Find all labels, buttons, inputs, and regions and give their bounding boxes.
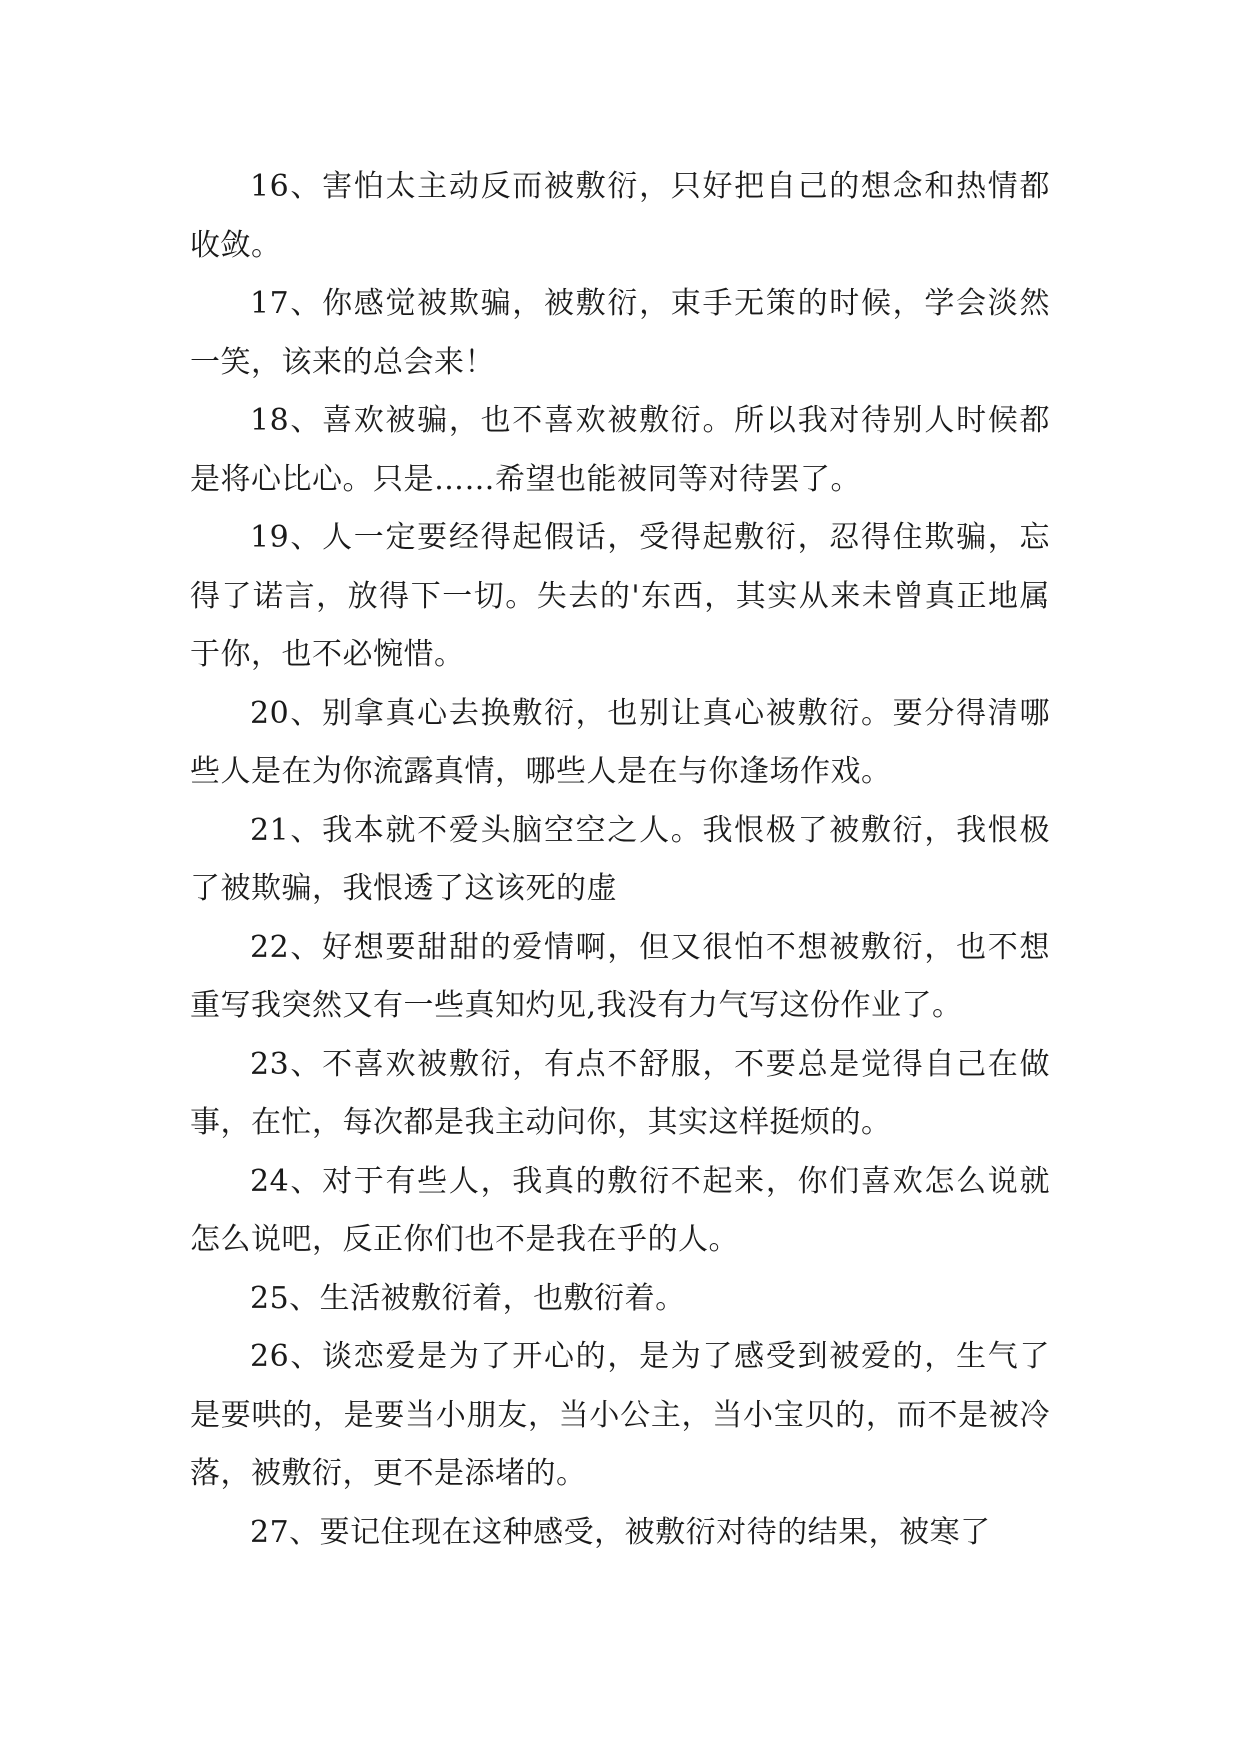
paragraph-17: 17、你感觉被欺骗，被敷衍，束手无策的时候，学会淡然一笑，该来的总会来！ <box>190 286 1050 380</box>
paragraph-20: 20、别拿真心去换敷衍，也别让真心被敷衍。要分得清哪些人是在为你流露真情，哪些人是在与你逢场作戏。 <box>190 695 1050 789</box>
paragraph-26: 26、谈恋爱是为了开心的，是为了感受到被爱的，生气了是要哄的，是要当小朋友，当小公主，当小宝贝的，而不是被冷落，被敷衍，更不是添堵的。 <box>190 1339 1050 1491</box>
paragraph-24: 24、对于有些人，我真的敷衍不起来，你们喜欢怎么说就怎么说吧，反正你们也不是我在乎的人。 <box>190 1163 1050 1257</box>
paragraph-27: 27、要记住现在这种感受，被敷衍对待的结果，被寒了 <box>250 1514 991 1550</box>
paragraph-22: 22、好想要甜甜的爱情啊，但又很怕不想被敷衍，也不想重写我突然又有一些真知灼见,我没有力气写这份作业了。 <box>190 929 1050 1023</box>
paragraph-21: 21、我本就不爱头脑空空之人。我恨极了被敷衍，我恨极了被欺骗，我恨透了这该死的虚 <box>190 812 1050 906</box>
paragraph-23: 23、不喜欢被敷衍，有点不舒服，不要总是觉得自己在做事，在忙，每次都是我主动问你，其实这样挺烦的。 <box>190 1046 1050 1140</box>
paragraph-19: 19、人一定要经得起假话，受得起敷衍，忍得住欺骗，忘得了诺言，放得下一切。失去的'东西，其实从来未曾真正地属于你，也不必惋惜。 <box>190 520 1050 672</box>
paragraph-18: 18、喜欢被骗，也不喜欢被敷衍。所以我对待别人时候都是将心比心。只是……希望也能被同等对待罢了。 <box>190 403 1050 497</box>
paragraph-25: 25、生活被敷衍着，也敷衍着。 <box>250 1280 686 1316</box>
paragraph-16: 16、害怕太主动反而被敷衍，只好把自己的想念和热情都收敛。 <box>190 169 1050 263</box>
document-body <box>190 158 1050 1562</box>
